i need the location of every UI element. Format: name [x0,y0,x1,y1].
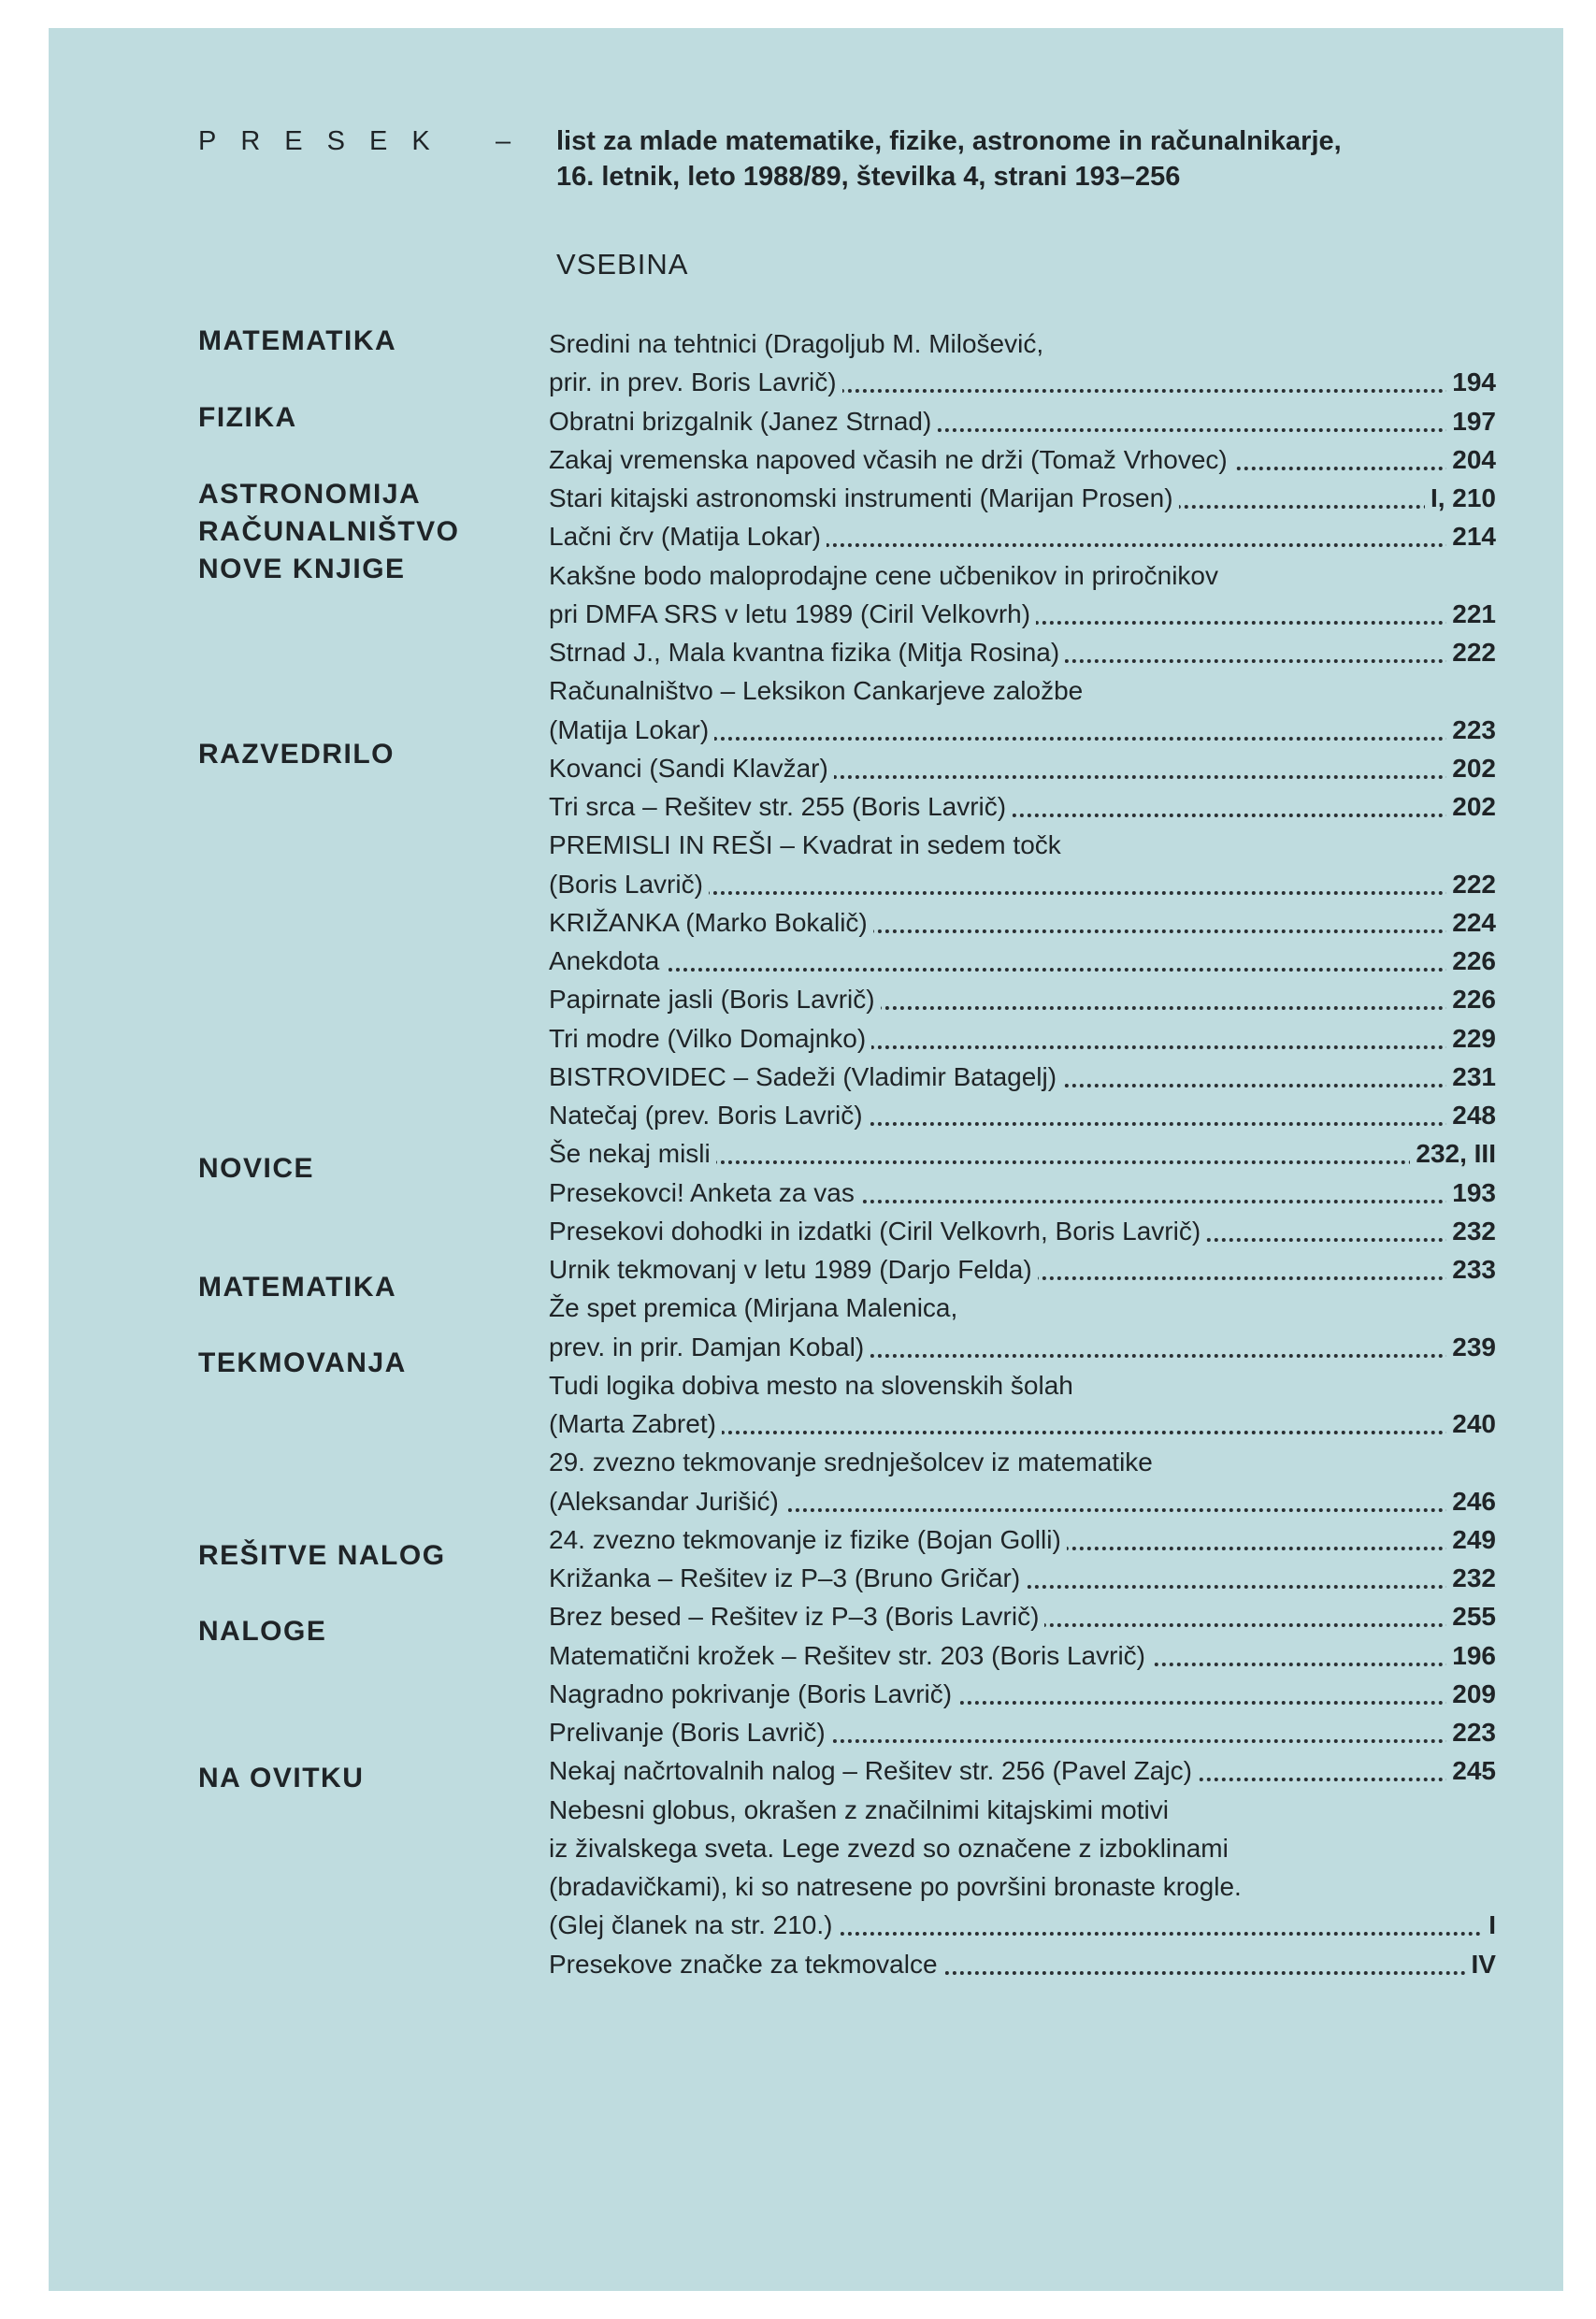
entry-title: Natečaj (prev. Boris Lavrič) [549,1097,869,1134]
page-number: 194 [1446,364,1496,401]
category-label: TEKMOVANJA [198,1347,407,1378]
entry-title: (Matija Lokar) [549,712,714,749]
entry-title: Kovanci (Sandi Klavžar) [549,750,834,787]
entry-title: Urnik tekmovanj v letu 1989 (Darjo Felda) [549,1251,1038,1289]
page-number: 222 [1446,866,1496,903]
toc-entry [549,1097,1496,1134]
toc-entry [549,1598,1496,1635]
page-number: 246 [1446,1483,1496,1520]
contents-heading: VSEBINA [556,248,689,281]
toc-entry [549,557,1496,595]
page-number: I [1483,1907,1496,1944]
page-number: 232, III [1410,1135,1496,1173]
category-label: REŠITVE NALOG [198,1540,446,1571]
toc-entry [549,1213,1496,1250]
entry-title: BISTROVIDEC – Sadeži (Vladimir Batagelj) [549,1059,1062,1096]
entry-title: Tri srca – Rešitev str. 255 (Boris Lavrič) [549,788,1012,826]
entry-title: prev. in prir. Damjan Kobal) [549,1329,870,1366]
toc-entry [549,403,1496,440]
toc-entry [549,827,1496,864]
entry-title: pri DMFA SRS v letu 1989 (Ciril Velkovrh) [549,596,1036,633]
entry-title: Kakšne bodo maloprodajne cene učbenikov in priročnikov [549,561,1218,590]
entry-title: Strnad J., Mala kvantna fizika (Mitja Rosina) [549,634,1065,671]
page-number: 232 [1446,1560,1496,1597]
entry-title: (Glej članek na str. 210.) [549,1907,838,1944]
toc-entry [549,518,1496,555]
toc-entry [549,596,1496,633]
masthead-subtitle: list za mlade matematike, fizike, astronome in računalnikarje, [556,126,1342,156]
entry-title: Računalništvo – Leksikon Cankarjeve založbe [549,676,1084,705]
toc-entry [549,1329,1496,1366]
page-number: 255 [1446,1598,1496,1635]
entry-title: Križanka – Rešitev iz P–3 (Bruno Gričar) [549,1560,1026,1597]
dot-leader [549,968,1496,972]
category-label: ASTRONOMIJA [198,479,422,510]
toc-entry [549,1560,1496,1597]
toc-entry [549,1405,1496,1443]
toc-entry [549,1174,1496,1212]
toc-entry [549,1830,1496,1867]
category-label: NOVE KNJIGE [198,554,406,584]
page-number: 229 [1446,1020,1496,1058]
page-number: 245 [1446,1752,1496,1790]
entry-title: Že spet premica (Mirjana Malenica, [549,1293,958,1322]
page-number: 202 [1446,788,1496,826]
page-number: 249 [1446,1521,1496,1559]
entry-title: 29. zvezno tekmovanje srednješolcev iz matematike [549,1448,1153,1476]
toc-entry [549,1714,1496,1751]
toc-entry [549,441,1496,479]
page-number: 226 [1446,943,1496,980]
entry-title: Sredini na tehtnici (Dragoljub M. Milošević, [549,329,1044,358]
page-number: 224 [1446,904,1496,942]
entry-title: Nagradno pokrivanje (Boris Lavrič) [549,1676,957,1713]
toc-entry [549,1676,1496,1713]
toc-entry [549,1135,1496,1173]
toc-entry [549,750,1496,787]
entry-title: Stari kitajski astronomski instrumenti (Marijan Prosen) [549,480,1179,517]
entry-title: iz živalskega sveta. Lege zvezd so označene z izboklinami [549,1834,1229,1863]
category-label: MATEMATIKA [198,325,397,356]
toc-entry [549,866,1496,903]
entry-title: Še nekaj misli [549,1135,716,1173]
entry-title: Presekovci! Anketa za vas [549,1174,860,1212]
entry-title: Presekove značke za tekmovalce [549,1946,943,1983]
toc-entry [549,1521,1496,1559]
toc-entry [549,364,1496,401]
toc-entry [549,1868,1496,1906]
entry-title: Tudi logika dobiva mesto na slovenskih šolah [549,1371,1073,1400]
page-number: 209 [1446,1676,1496,1713]
magazine-title: PRESEK [198,126,454,156]
category-label: FIZIKA [198,402,297,433]
toc-entry [549,943,1496,980]
magazine-page [49,28,1563,2291]
toc-entry [549,1251,1496,1289]
toc-entry [549,1444,1496,1481]
page-number: 222 [1446,634,1496,671]
toc-entry [549,672,1496,710]
page-number: 240 [1446,1405,1496,1443]
toc-entry [549,1289,1496,1327]
category-label: NOVICE [198,1153,315,1184]
entry-title: PREMISLI IN REŠI – Kvadrat in sedem točk [549,830,1061,859]
toc-entry [549,325,1496,363]
entry-title: KRIŽANKA (Marko Bokalič) [549,904,873,942]
page-number: I, 210 [1425,480,1496,517]
toc-entry [549,1483,1496,1520]
toc-entry [549,480,1496,517]
entry-title: Anekdota [549,943,665,980]
entry-title: Nebesni globus, okrašen z značilnimi kitajskimi motivi [549,1795,1169,1824]
toc-entry [549,981,1496,1018]
page-number: 223 [1446,1714,1496,1751]
page-number: 221 [1446,596,1496,633]
entry-title: Papirnate jasli (Boris Lavrič) [549,981,881,1018]
page-number: 232 [1446,1213,1496,1250]
entry-title: (Aleksandar Jurišić) [549,1483,784,1520]
category-label: RAZVEDRILO [198,739,395,770]
page-number: 226 [1446,981,1496,1018]
entry-title: Nekaj načrtovalnih nalog – Rešitev str. 256 (Pavel Zajc) [549,1752,1198,1790]
page-number: 202 [1446,750,1496,787]
toc-entry [549,1752,1496,1790]
toc-entry [549,904,1496,942]
page-number: 233 [1446,1251,1496,1289]
toc-entry [549,1637,1496,1675]
toc-entry [549,1946,1496,1983]
page-number: 196 [1446,1637,1496,1675]
entry-title: (Marta Zabret) [549,1405,722,1443]
toc-entry [549,634,1496,671]
toc-entry [549,1367,1496,1404]
entry-title: Lačni črv (Matija Lokar) [549,518,827,555]
masthead-dash: – [496,126,511,156]
entry-title: (bradavičkami), ki so natresene po površini bronaste krogle. [549,1872,1242,1901]
category-label: NALOGE [198,1616,327,1647]
entry-title: Prelivanje (Boris Lavrič) [549,1714,831,1751]
page-number: 214 [1446,518,1496,555]
page-number: 197 [1446,403,1496,440]
entry-title: Brez besed – Rešitev iz P–3 (Boris Lavrič) [549,1598,1044,1635]
page-number: 193 [1446,1174,1496,1212]
toc-entry [549,788,1496,826]
category-label: NA OVITKU [198,1763,365,1793]
entry-title: Tri modre (Vilko Domajnko) [549,1020,871,1058]
entry-title: prir. in prev. Boris Lavrič) [549,364,842,401]
toc-entry [549,712,1496,749]
page-number: IV [1466,1946,1496,1983]
toc-entry [549,1020,1496,1058]
page-number: 239 [1446,1329,1496,1366]
toc-entry [549,1059,1496,1096]
category-label: RAČUNALNIŠTVO [198,516,460,547]
page-number: 231 [1446,1059,1496,1096]
entry-title: 24. zvezno tekmovanje iz fizike (Bojan Golli) [549,1521,1067,1559]
entry-title: Presekovi dohodki in izdatki (Ciril Velkovrh, Boris Lavrič) [549,1213,1206,1250]
entry-title: Obratni brizgalnik (Janez Strnad) [549,403,937,440]
category-label: MATEMATIKA [198,1272,397,1303]
entry-title: Zakaj vremenska napoved včasih ne drži (Tomaž Vrhovec) [549,441,1233,479]
page-number: 204 [1446,441,1496,479]
issue-info: 16. letnik, leto 1988/89, številka 4, strani 193–256 [556,162,1181,192]
toc-entry [549,1907,1496,1944]
entry-title: Matematični krožek – Rešitev str. 203 (Boris Lavrič) [549,1637,1151,1675]
toc-entry [549,1792,1496,1829]
page-number: 223 [1446,712,1496,749]
entry-title: (Boris Lavrič) [549,866,709,903]
page-number: 248 [1446,1097,1496,1134]
